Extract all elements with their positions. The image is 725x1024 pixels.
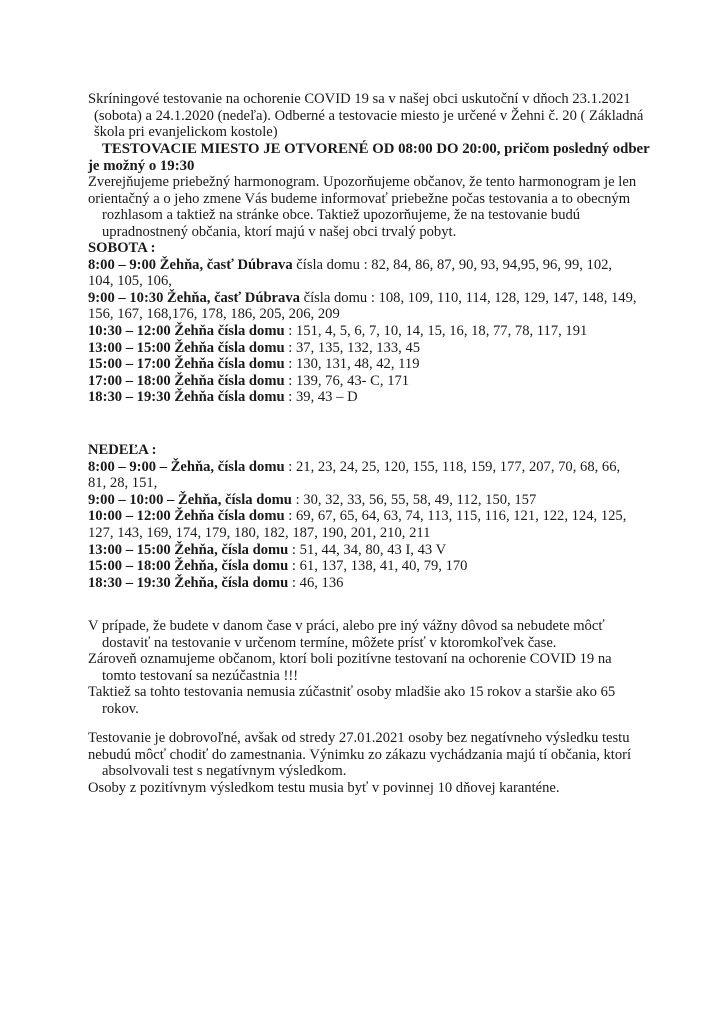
slot-time-place: 17:00 – 18:00 Žehňa čísla domu bbox=[88, 372, 285, 389]
closing-paragraph bbox=[88, 618, 648, 718]
slot-time-place: 9:00 – 10:30 Žehňa, časť Dúbrava bbox=[88, 289, 300, 306]
schedule-slot bbox=[88, 459, 648, 492]
notice-line: upradnostnený občania, ktorí majú v našej obci trvalý pobyt. bbox=[102, 223, 457, 240]
sunday-schedule bbox=[88, 442, 648, 591]
schedule-slot bbox=[88, 542, 648, 559]
sunday-heading: NEDEĽA : bbox=[88, 442, 157, 458]
slot-house-numbers: 69, 67, 65, 64, 63, 74, 113, 115, 116, 121, 122, 124, 125, bbox=[295, 508, 627, 525]
slot-house-numbers: 130, 131, 48, 42, 119 bbox=[295, 356, 420, 373]
saturday-heading: SOBOTA : bbox=[88, 240, 156, 256]
slot-house-numbers: 39, 43 – D bbox=[295, 389, 358, 406]
schedule-slot bbox=[88, 340, 648, 357]
slot-label: čísla domu : bbox=[299, 289, 379, 306]
slot-label: : bbox=[288, 541, 300, 558]
slot-time-place: 18:30 – 19:30 Žehňa, čísla domu bbox=[88, 574, 289, 591]
slot-time-place: 15:00 – 18:00 Žehňa, čísla domu bbox=[88, 558, 289, 575]
intro-paragraph bbox=[88, 91, 648, 141]
open-hours-line: TESTOVACIE MIESTO JE OTVORENÉ OD 08:00 DO 20:00, pričom posledný odber bbox=[102, 141, 650, 157]
slot-label: čísla domu : bbox=[292, 256, 372, 273]
slot-label: : bbox=[284, 372, 296, 389]
closing-paragraph bbox=[88, 730, 648, 796]
closing-line: dostaviť na testovanie v určenom termíne, môžete prísť v ktoromkoľvek čase. bbox=[102, 634, 557, 651]
slot-label: : bbox=[291, 491, 304, 508]
schedule-slot bbox=[88, 356, 648, 373]
notice-line: orientačný a o jeho zmene Vás budeme informovať priebežne počas testovania a to obecným bbox=[88, 190, 631, 207]
slot-label: : bbox=[288, 574, 300, 591]
schedule-slot bbox=[88, 290, 648, 323]
schedule-slot bbox=[88, 389, 648, 406]
slot-label: : bbox=[284, 322, 296, 339]
slot-time-place: 15:00 – 17:00 Žehňa čísla domu bbox=[88, 356, 285, 373]
slot-house-numbers: 21, 23, 24, 25, 120, 155, 118, 159, 177, 207, 70, 68, 66, bbox=[295, 458, 621, 475]
slot-house-numbers: 37, 135, 132, 133, 45 bbox=[295, 339, 421, 356]
closing-line: Zároveň oznamujeme občanom, ktorí boli pozitívne testovaní na ochorenie COVID 19 na bbox=[88, 651, 612, 668]
slot-house-numbers: 156, 167, 168,176, 178, 186, 205, 206, 209 bbox=[88, 306, 340, 323]
intro-line: škola pri evanjelickom kostole) bbox=[94, 124, 278, 141]
closing-line: absolvovali test s negatívnym výsledkom. bbox=[102, 763, 347, 780]
closing-line: Taktiež sa tohto testovania nemusia zúčastniť osoby mladšie ako 15 rokov a staršie ako 65 bbox=[88, 684, 616, 701]
slot-house-numbers: 46, 136 bbox=[299, 574, 344, 591]
slot-label: : bbox=[284, 458, 296, 475]
slot-time-place: 9:00 – 10:00 – Žehňa, čísla domu bbox=[88, 491, 292, 508]
intro-line: (sobota) a 24.1.2020 (nedeľa). Odberné a testovacie miesto je určené v Žehni č. 20 ( Základná bbox=[94, 107, 644, 124]
slot-house-numbers: 81, 28, 151, bbox=[88, 475, 158, 492]
closing-line: V prípade, že budete v danom čase v práci, alebo pre iný vážny dôvod sa nebudete môcť bbox=[88, 618, 605, 634]
slot-time-place: 10:30 – 12:00 Žehňa čísla domu bbox=[88, 322, 285, 339]
slot-time-place: 8:00 – 9:00 – Žehňa, čísla domu bbox=[88, 458, 285, 475]
intro-line: Skríningové testovanie na ochorenie COVID 19 sa v našej obci uskutoční v dňoch 23.1.2021 bbox=[88, 91, 631, 107]
slot-label: : bbox=[288, 558, 300, 575]
slot-label: : bbox=[284, 356, 296, 373]
schedule-slot bbox=[88, 373, 648, 390]
closing-line: nebudú môcť chodiť do zamestnania. Výnimku zo zákazu vychádzania majú tí občania, ktorí bbox=[88, 746, 632, 763]
closing-line: rokov. bbox=[102, 700, 139, 717]
slot-time-place: 10:00 – 12:00 Žehňa čísla domu bbox=[88, 508, 285, 525]
slot-house-numbers: 127, 143, 169, 174, 179, 180, 182, 187, 190, 201, 210, 211 bbox=[88, 524, 431, 541]
schedule-slot bbox=[88, 508, 648, 541]
schedule-slot bbox=[88, 575, 648, 592]
slot-time-place: 13:00 – 15:00 Žehňa, čísla domu bbox=[88, 541, 289, 558]
slot-house-numbers: 61, 137, 138, 41, 40, 79, 170 bbox=[299, 558, 468, 575]
closing-line: Testovanie je dobrovoľné, avšak od stredy 27.01.2021 osoby bez negatívneho výsledku testu bbox=[88, 730, 630, 746]
slot-house-numbers: 30, 32, 33, 56, 55, 58, 49, 112, 150, 157 bbox=[303, 491, 537, 508]
slot-house-numbers: 82, 84, 86, 87, 90, 93, 94,95, 96, 99, 102, bbox=[371, 256, 613, 273]
slot-label: : bbox=[284, 389, 296, 406]
slot-house-numbers: 151, 4, 5, 6, 7, 10, 14, 15, 16, 18, 77, 78, 117, 191 bbox=[295, 322, 588, 339]
schedule-notice bbox=[88, 174, 648, 240]
slot-house-numbers: 104, 105, 106, bbox=[88, 273, 172, 290]
slot-house-numbers: 108, 109, 110, 114, 128, 129, 147, 148, 149, bbox=[378, 289, 637, 306]
slot-house-numbers: 139, 76, 43- C, 171 bbox=[295, 372, 410, 389]
open-hours-line: je možný o 19:30 bbox=[88, 157, 195, 174]
slot-label: : bbox=[284, 339, 296, 356]
slot-time-place: 18:30 – 19:30 Žehňa čísla domu bbox=[88, 389, 285, 406]
schedule-slot bbox=[88, 492, 648, 509]
closing-line: tomto testovaní sa nezúčastnia !!! bbox=[102, 667, 299, 684]
schedule-slot bbox=[88, 257, 648, 290]
slot-house-numbers: 51, 44, 34, 80, 43 I, 43 V bbox=[299, 541, 447, 558]
schedule-slot bbox=[88, 558, 648, 575]
slot-time-place: 8:00 – 9:00 Žehňa, časť Dúbrava bbox=[88, 256, 293, 273]
slot-time-place: 13:00 – 15:00 Žehňa čísla domu bbox=[88, 339, 285, 356]
notice-line: rozhlasom a taktiež na stránke obce. Taktiež upozorňujeme, že na testovanie budú bbox=[102, 207, 581, 224]
notice-line: Zverejňujeme priebežný harmonogram. Upozorňujeme občanov, že tento harmonogram je len bbox=[88, 174, 637, 190]
open-hours-notice bbox=[88, 141, 648, 174]
closing-line: Osoby z pozitívnym výsledkom testu musia byť v povinnej 10 dňovej karanténe. bbox=[88, 779, 560, 796]
saturday-schedule bbox=[88, 240, 648, 406]
slot-label: : bbox=[284, 508, 296, 525]
schedule-slot bbox=[88, 323, 648, 340]
